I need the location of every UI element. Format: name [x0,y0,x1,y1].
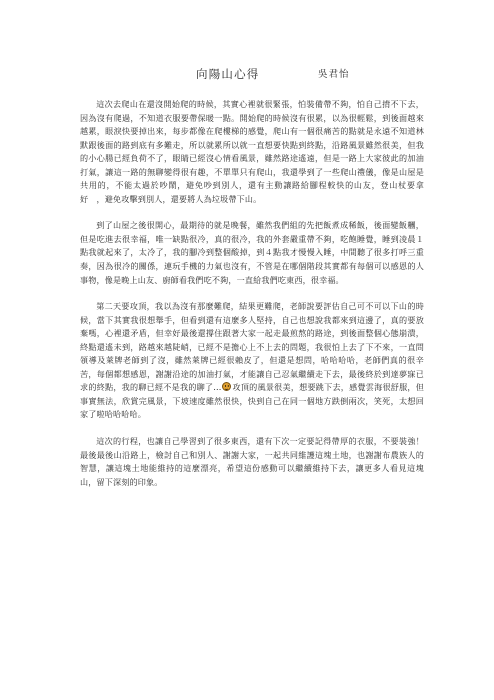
paragraph-4: 這次的行程，也讓自己學習到了很多東西，還有下次一定要記得帶厚的衣服，不要裝強！最後最後山沿路上，檢討自己和別人、謝謝大家，一起共同維護這塊土地，也謝謝布農族人的智慧，讓這塊土地能維持的這麼漂亮，希望這份感動可以繼續維持下去，讓更多人看見這塊山，留下深刻的印象。 [80,436,424,487]
paragraph-3 [80,300,424,422]
grimace-emoji-icon [222,382,231,391]
paragraph-1: 這次去爬山在還沒開始爬的時候，其實心裡就很緊張，怕裝備帶不夠，怕自己揹不下去，因為沒有爬過，不知道衣服要帶保暖一點。開始爬的時候沒有很累，以為很輕鬆，到後面越來越累，眼淚快要掉出來，每步都像在爬樓梯的感覺，爬山有一個很痛苦的點就是永遠不知道林默跟後面的路到底有多難走，所以就累所以就一直想要快點到終點，沿路風景雖然很美，但我的小心腸已經負荷不了，眼睛已經沒心情看風景，雖然路途遙遠，但是一路上大家彼此的加油打氣，讓這一路的無聊變得很有趣，不單單只有爬山，我還學到了一些爬山禮儀，像是山屋是共用的，不能太過於吵鬧，避免吵到別人，還有主動讓路給腳程較快的山友，登山杖要拿好 ，避免攻擊到別人，還要將人為垃圾帶下山。 [80,99,424,204]
document-title: 向陽山心得 [196,67,260,81]
paragraph-2: 到了山屋之後很開心，最期待的就是晚餐，雖然我們組的先把飯煮成稀飯，後面變飯糰，但是吃進去很幸福，唯一缺點很冷，真的很冷，我的外套嚴重帶不夠，吃飽睡覺，睡到凌晨１點我就起來了，太冷了，我的腳冷到整個酸掉，到４點我才慢慢入睡，中間聽了很多打呼三重奏，因為很冷的關係，連玩手機的力氣也沒有，不管是在哪個階段其實都有每個可以感恩的人事物，像是晚上山友、廚師看我們吃不夠，一直給我們吃東西，很幸福。 [80,220,424,285]
paragraph-3-text-b: 攻頂的風景很美，想要跳下去，感覺雲海很舒服，但事實無法，欣賞完風景，下坡速度雖然很快，快到自己在同一個地方跌倒兩次，笑死，太想回家了啦哈哈哈哈。 [80,382,424,420]
document-body [80,98,424,502]
paragraph-3-text-a: 第二天要攻頂，我以為沒有那麼難爬，結果更難爬，老師說要評估自己可不可以下山的時候，當下其實我很想舉手，但看到還有這麼多人堅持，自己也想說我都來到這邊了，真的要放棄嗎，心裡還矛盾，但幸好最後還撐住跟著大家一起走最煎熬的路途，到後面整個心態崩潰，終點還遙未到，路越來越陡峭，已經不是擔心上不上去的問題，我很怕上去了下不來，一直問領導及萊牌老師到了沒，雖然萊牌已經很賴皮了，但還是想問，哈哈哈哈，老師們真的很辛苦，每個都想感恩，謝謝沿途的加油打氣，才能讓自己忍氣繼續走下去，最後終於到達夢寐已求的終點，我的聊已經不是我的聊了... [80,301,424,393]
author-name: 吳君怡 [318,69,350,80]
header [0,66,494,82]
